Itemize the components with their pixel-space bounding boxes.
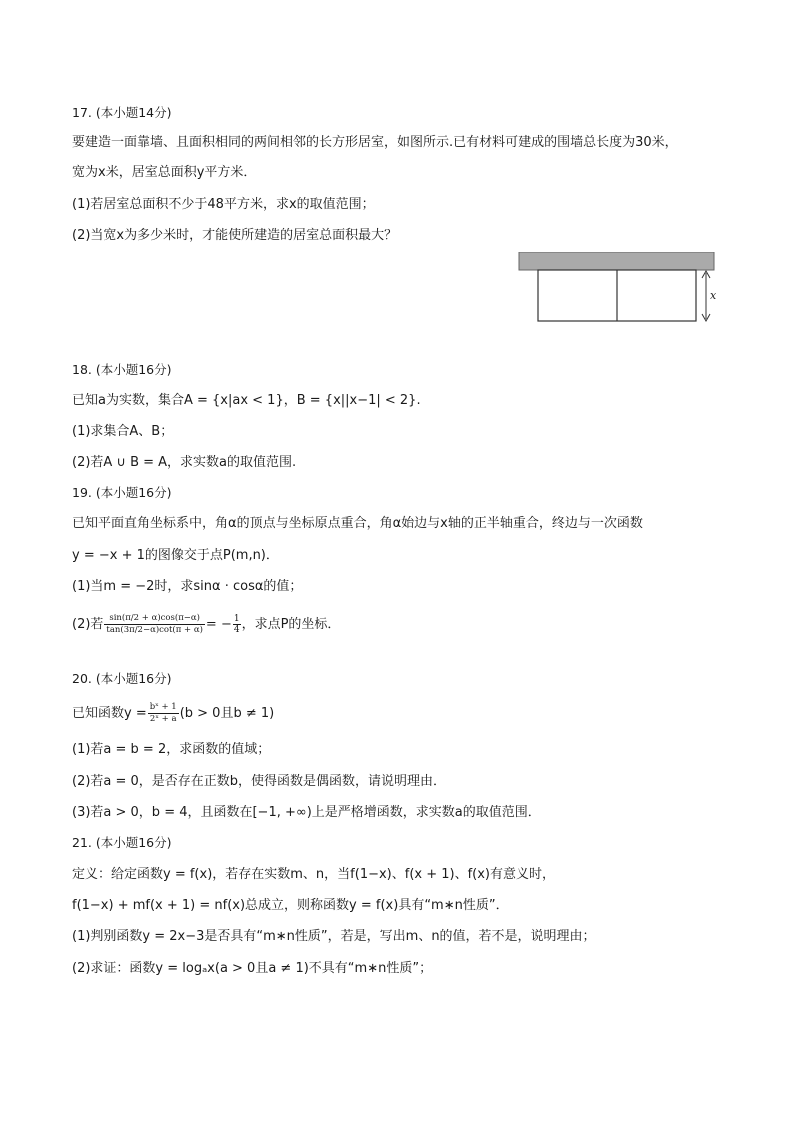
q17-subquestion-1: (1)若居室总面积不少于48平方米，求x的取值范围； xyxy=(72,197,375,212)
wall-rooms-figure xyxy=(518,252,718,326)
q19-s2-suffix: ，求点P的坐标． xyxy=(241,617,341,632)
q19-header: 19. (本小题16分) xyxy=(72,485,172,500)
q19-s2-prefix: (2)若 xyxy=(72,617,104,632)
q17-paragraph-1: 要建造一面靠墙、且面积相同的两间相邻的长方形居室，如图所示.已有材料可建成的围墙总长度为30米， xyxy=(72,135,678,150)
q21-paragraph-2: f(1−x) + mf(x + 1) = nf(x)总成立，则称函数y = f(x)具有“m∗n性质”． xyxy=(72,898,509,913)
q21-paragraph-1: 定义：给定函数y = f(x)，若存在实数m、n，当f(1−x)、f(x + 1)、f(x)有意义时， xyxy=(72,867,555,882)
q19-s2-fraction xyxy=(104,613,205,636)
q20-p1-prefix: 已知函数y = xyxy=(72,706,147,721)
width-label: x xyxy=(710,289,717,302)
q19-s2-value-denominator: 4 xyxy=(233,625,240,635)
q20-subquestion-3: (3)若a > 0，b = 4，且函数在[−1, +∞)上是严格增函数，求实数a的取值范围． xyxy=(72,805,541,820)
q21-subquestion-2: (2)求证：函数y = logₐx(a > 0且a ≠ 1)不具有“m∗n性质”； xyxy=(72,961,433,976)
q19-s2-value-fraction xyxy=(233,614,241,635)
q19-s2-numerator: sin(π/2 + α)cos(π−α) xyxy=(104,613,205,625)
q19-subquestion-2 xyxy=(72,611,340,639)
q20-fraction xyxy=(148,702,179,725)
q20-subquestion-1: (1)若a = b = 2，求函数的值域； xyxy=(72,742,271,757)
q20-subquestion-2: (2)若a = 0，是否存在正数b，使得函数是偶函数，请说明理由． xyxy=(72,774,447,789)
q19-s2-equals: = − xyxy=(205,617,232,632)
wall-rect xyxy=(519,252,714,270)
q20-p1-suffix: (b > 0且b ≠ 1) xyxy=(179,706,275,721)
q20-denominator: 2ˣ + a xyxy=(149,714,177,724)
q20-paragraph-1 xyxy=(72,700,274,728)
q18-paragraph-1: 已知a为实数，集合A = {x|ax < 1}，B = {x||x−1| < 2}. xyxy=(72,393,421,408)
q21-header: 21. (本小题16分) xyxy=(72,835,172,850)
q19-paragraph-1: 已知平面直角坐标系中，角α的顶点与坐标原点重合，角α始边与x轴的正半轴重合，终边与一次函数 xyxy=(72,516,643,531)
q19-s2-denominator: tan(3π/2−α)cot(π + α) xyxy=(106,625,203,635)
q18-subquestion-2: (2)若A ∪ B = A，求实数a的取值范围. xyxy=(72,455,297,470)
q19-s2-value-numerator: 1 xyxy=(233,614,240,624)
q17-header: 17. (本小题14分) xyxy=(72,105,172,120)
q20-header: 20. (本小题16分) xyxy=(72,671,172,686)
q18-subquestion-1: (1)求集合A、B； xyxy=(72,424,174,439)
q19-subquestion-1: (1)当m = −2时，求sinα · cosα的值； xyxy=(72,579,303,594)
q21-subquestion-1: (1)判别函数y = 2x−3是否具有“m∗n性质”，若是，写出m、n的值，若不是，说明理由； xyxy=(72,929,596,944)
q17-paragraph-2: 宽为x米，居室总面积y平方米． xyxy=(72,165,257,180)
q17-subquestion-2: (2)当宽x为多少米时，才能使所建造的居室总面积最大？ xyxy=(72,228,398,243)
q18-header: 18. (本小题16分) xyxy=(72,362,172,377)
q19-paragraph-2: y = −x + 1的图像交于点P(m,n)． xyxy=(72,548,279,563)
q20-numerator: bˣ + 1 xyxy=(149,702,177,712)
